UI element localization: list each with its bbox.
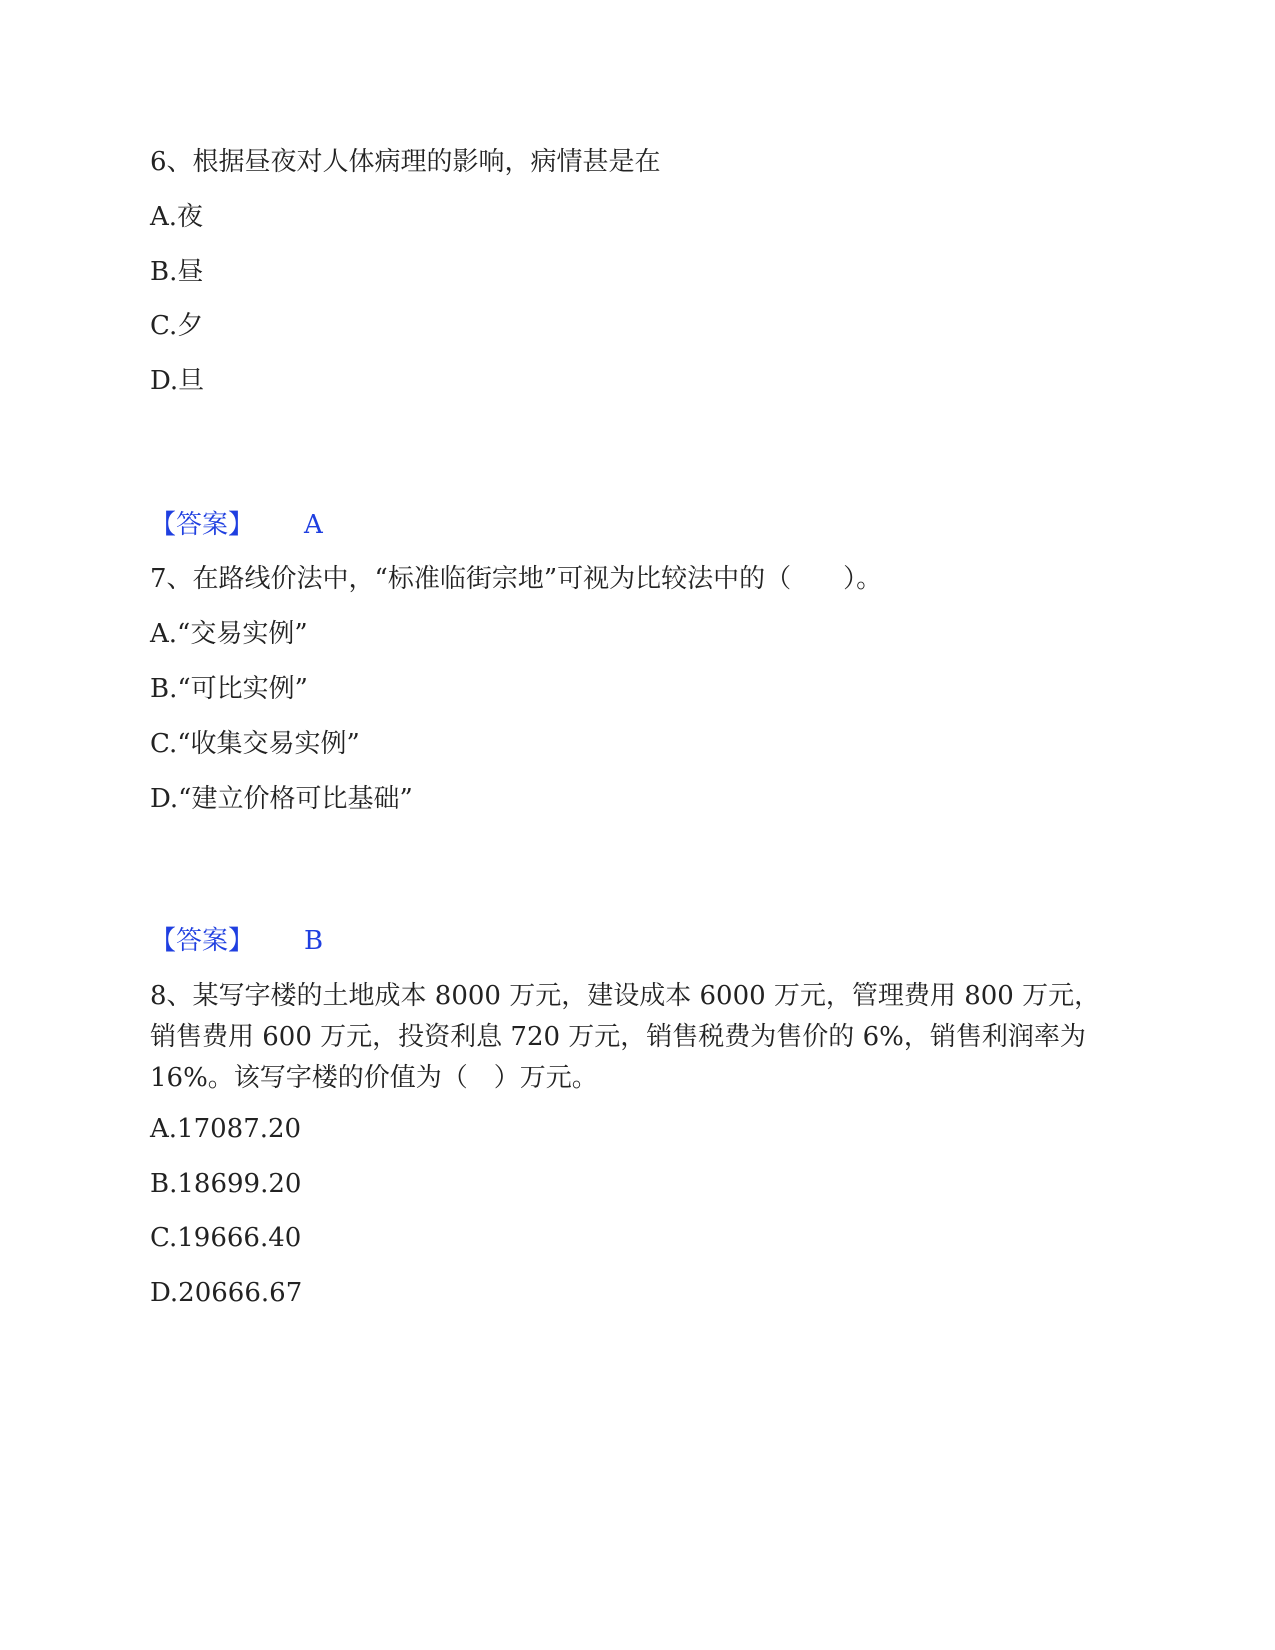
answer-line bbox=[150, 505, 323, 545]
option-d: D.旦 bbox=[150, 366, 205, 396]
question-stem: 7、在路线价法中，“标准临街宗地”可视为比较法中的（ ）。 bbox=[150, 564, 883, 594]
question-stem: 6、根据昼夜对人体病理的影响，病情甚是在 bbox=[150, 147, 661, 177]
option-c: C.“收集交易实例” bbox=[150, 729, 360, 759]
option-c: C.19666.40 bbox=[150, 1223, 302, 1253]
answer-value: B bbox=[304, 926, 324, 956]
option-a: A.“交易实例” bbox=[150, 619, 308, 649]
answer-line bbox=[150, 921, 323, 961]
answer-label: 【答案】 bbox=[150, 510, 255, 540]
option-d: D.20666.67 bbox=[150, 1278, 303, 1308]
option-a: A.夜 bbox=[150, 202, 204, 232]
answer-value: A bbox=[304, 510, 323, 540]
option-b: B.18699.20 bbox=[150, 1169, 302, 1199]
question-stem: 8、某写字楼的土地成本 8000 万元，建设成本 6000 万元，管理费用 800 万元，销售费用 600 万元，投资利息 720 万元，销售税费为售价的 6%，销售利润率为 16%。该写字楼的价值为（ ）万元。 bbox=[150, 981, 1101, 1093]
option-b: B.“可比实例” bbox=[150, 674, 308, 704]
answer-label: 【答案】 bbox=[150, 926, 255, 956]
option-c: C.夕 bbox=[150, 311, 204, 341]
option-d: D.“建立价格可比基础” bbox=[150, 784, 413, 814]
option-b: B.昼 bbox=[150, 257, 204, 287]
option-a: A.17087.20 bbox=[150, 1114, 302, 1144]
